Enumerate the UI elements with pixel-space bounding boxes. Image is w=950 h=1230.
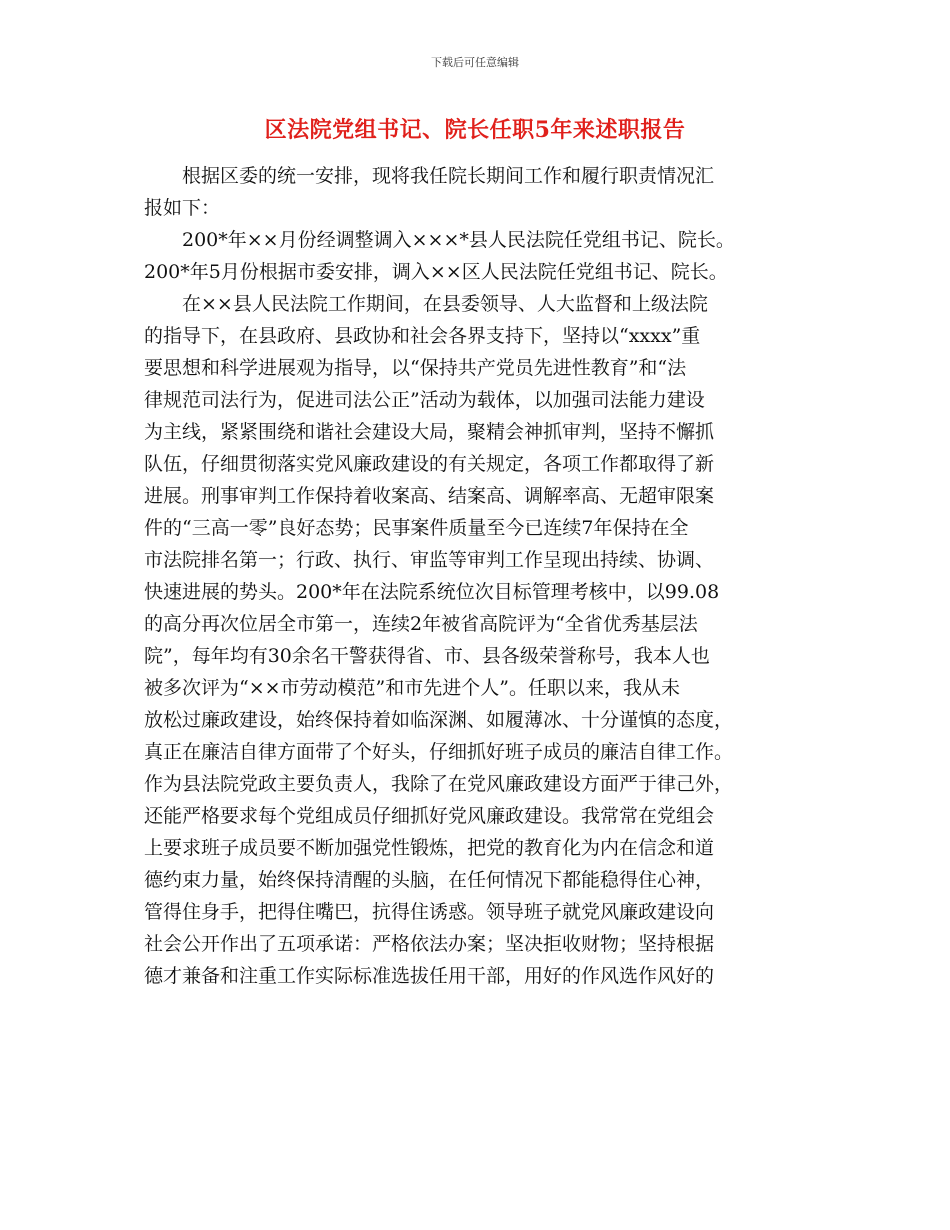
text-line: 根据区委的统一安排，现将我任院长期间工作和履行职责情况汇 — [144, 165, 715, 187]
text-line: 在××县人民法院工作期间，在县委领导、人大监督和上级法院 — [144, 293, 708, 315]
text-line: 为主线，紧紧围绕和谐社会建设大局，聚精会神抓审判，坚持不懈抓 — [144, 421, 715, 443]
text-line: 报如下： — [144, 197, 221, 219]
text-line: 作为县法院党政主要负责人，我除了在党风廉政建设方面严于律己外， — [144, 773, 734, 795]
header-note: 下载后可任意编辑 — [431, 56, 519, 69]
text-line: 律规范司法行为，促进司法公正”活动为载体，以加强司法能力建设 — [144, 389, 705, 411]
text-line: 院”，每年均有30余名干警获得省、市、县各级荣誉称号，我本人也 — [144, 645, 710, 667]
document-body — [144, 160, 806, 992]
text-line: 件的“三高一零”良好态势；民事案件质量至今已连续7年保持在全 — [144, 517, 689, 539]
text-line: 200*年××月份经调整调入×××*县人民法院任党组书记、院长。 — [144, 229, 735, 251]
text-line: 要思想和科学进展观为指导，以“保持共产党员先进性教育”和“法 — [144, 357, 687, 379]
text-line: 快速进展的势头。200*年在法院系统位次目标管理考核中，以99.08 — [144, 581, 720, 603]
text-line: 真正在廉洁自律方面带了个好头，仔细抓好班子成员的廉洁自律工作。 — [144, 741, 734, 763]
text-line: 上要求班子成员要不断加强党性锻炼，把党的教育化为内在信念和道 — [144, 837, 715, 859]
text-line: 被多次评为“××市劳动模范”和市先进个人”。任职以来，我从未 — [144, 677, 680, 699]
text-line: 进展。刑事审判工作保持着收案高、结案高、调解率高、无超审限案 — [144, 485, 715, 507]
text-line: 放松过廉政建设，始终保持着如临深渊、如履薄冰、十分谨慎的态度， — [144, 709, 734, 731]
text-line: 队伍，仔细贯彻落实党风廉政建设的有关规定，各项工作都取得了新 — [144, 453, 715, 475]
text-line: 还能严格要求每个党组成员仔细抓好党风廉政建设。我常常在党组会 — [144, 805, 715, 827]
text-line: 市法院排名第一；行政、执行、审监等审判工作呈现出持续、协调、 — [144, 549, 715, 571]
text-line: 德才兼备和注重工作实际标准选拔任用干部，用好的作风选作风好的 — [144, 965, 715, 987]
text-line: 德约束力量，始终保持清醒的头脑，在任何情况下都能稳得住心神， — [144, 869, 715, 891]
text-line: 的指导下，在县政府、县政协和社会各界支持下，坚持以“xxxx”重 — [144, 325, 701, 347]
text-line: 的高分再次位居全市第一，连续2年被省高院评为“全省优秀基层法 — [144, 613, 698, 635]
text-line: 管得住身手，把得住嘴巴，抗得住诱惑。领导班子就党风廉政建设向 — [144, 901, 715, 923]
text-line: 200*年5月份根据市委安排，调入××区人民法院任党组书记、院长。 — [144, 261, 728, 283]
text-line: 社会公开作出了五项承诺：严格依法办案；坚决拒收财物；坚持根据 — [144, 933, 715, 955]
document-title: 区法院党组书记、院长任职5年来述职报告 — [264, 117, 686, 143]
